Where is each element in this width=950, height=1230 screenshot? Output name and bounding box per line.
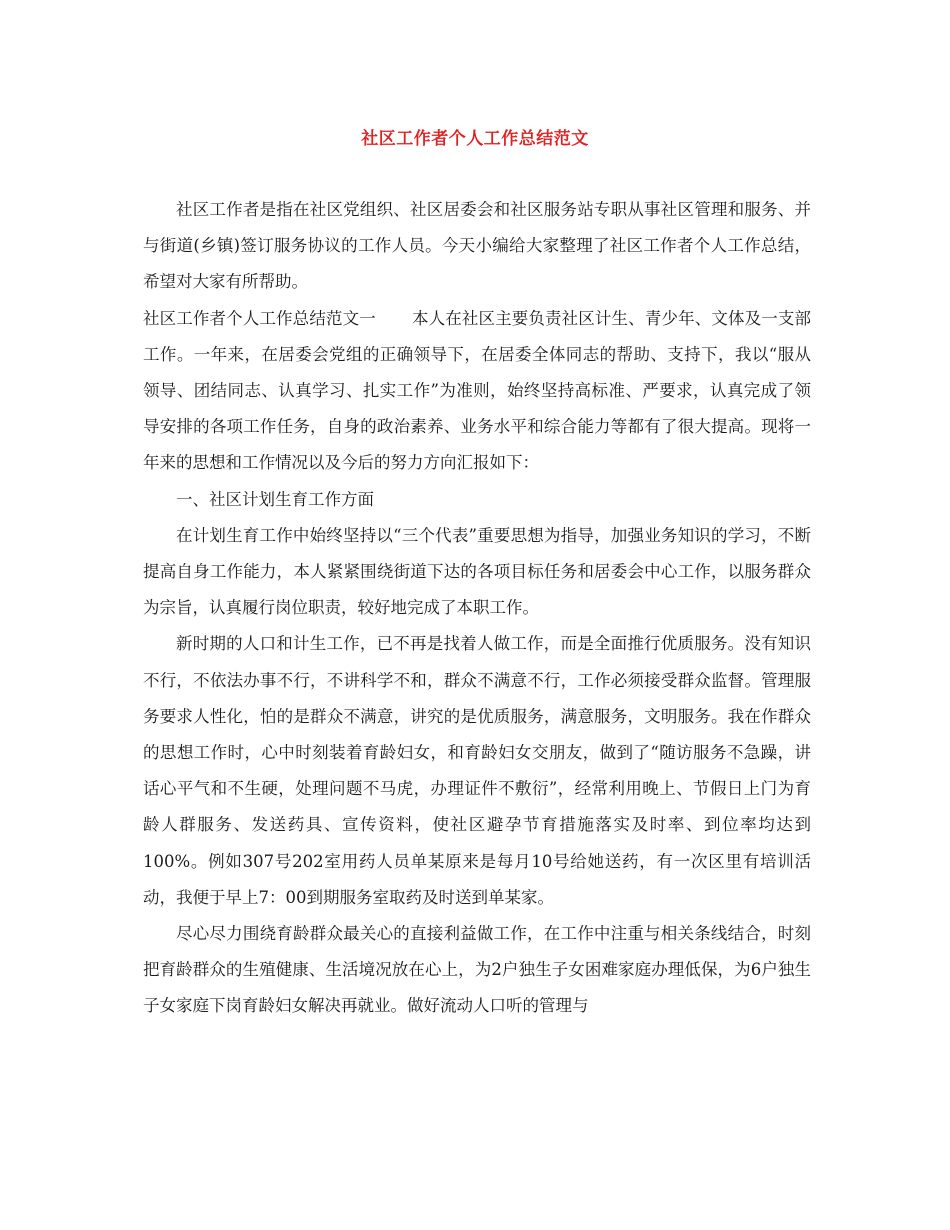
paragraph-1: 在计划生育工作中始终坚持以“三个代表”重要思想为指导，加强业务知识的学习，不断提高自身工作能力，本人紧紧围绕街道下达的各项目标任务和居委会中心工作，以服务群众为宗旨，认真履行岗位职责，较好地完成了本职工作。 — [143, 525, 811, 618]
paragraph-3: 尽心尽力围绕育龄群众最关心的直接利益做工作，在工作中注重与相关条线结合，时刻把育龄群众的生殖健康、生活境况放在心上，为2户独生子女困难家庭办理低保，为6户独生子女家庭下岗育龄妇女解决再就业。做好流动人口听的管理与 — [143, 924, 811, 1016]
paragraph-2: 新时期的人口和计生工作，已不再是找着人做工作，而是全面推行优质服务。没有知识不行，不依法办事不行，不讲科学不和，群众不满意不行，工作必须接受群众监督。管理服务要求人性化，怕的是群众不满意，讲究的是优质服务，满意服务，文明服务。我在作群众的思想工作时，心中时刻装着育龄妇女，和育龄妇女交朋友，做到了“随访服务不急躁，讲话心平气和不生硬，处理问题不马虎，办理证件不敷衍”，经常利用晚上、节假日上门为育龄人群服务、发送药具、宣传资料，使社区避孕节育措施落实及时率、到位率均达到100%。例如307号202室用药人员单某原来是每月10号给她送药，有一次区里有培训活动，我便于早上7：00到期服务室取药及时送到单某家。 — [143, 634, 811, 907]
section-body: 本人在社区主要负责社区计生、青少年、文体及一支部工作。一年来，在居委会党组的正确领导下，在居委全体同志的帮助、支持下，我以“服从领导、团结同志、认真学习、扎实工作”为准则，始终坚持高标准、严要求，认真完成了领导安排的各项工作任务，自身的政治素养、业务水平和综合能力等都有了很大提高。现将一年来的思想和工作情况以及今后的努力方向汇报如下： — [143, 308, 812, 473]
document-title: 社区工作者个人工作总结范文 — [361, 129, 589, 149]
section-label: 社区工作者个人工作总结范文一 — [143, 308, 376, 328]
intro-paragraph: 社区工作者是指在社区党组织、社区居委会和社区服务站专职从事社区管理和服务、并与街道(乡镇)签订服务协议的工作人员。今天小编给大家整理了社区工作者个人工作总结，希望对大家有所帮助。 — [143, 200, 811, 292]
document-body — [143, 192, 811, 1025]
heading-family-planning: 一、社区计划生育工作方面 — [176, 489, 374, 509]
section-paragraph — [143, 301, 811, 482]
